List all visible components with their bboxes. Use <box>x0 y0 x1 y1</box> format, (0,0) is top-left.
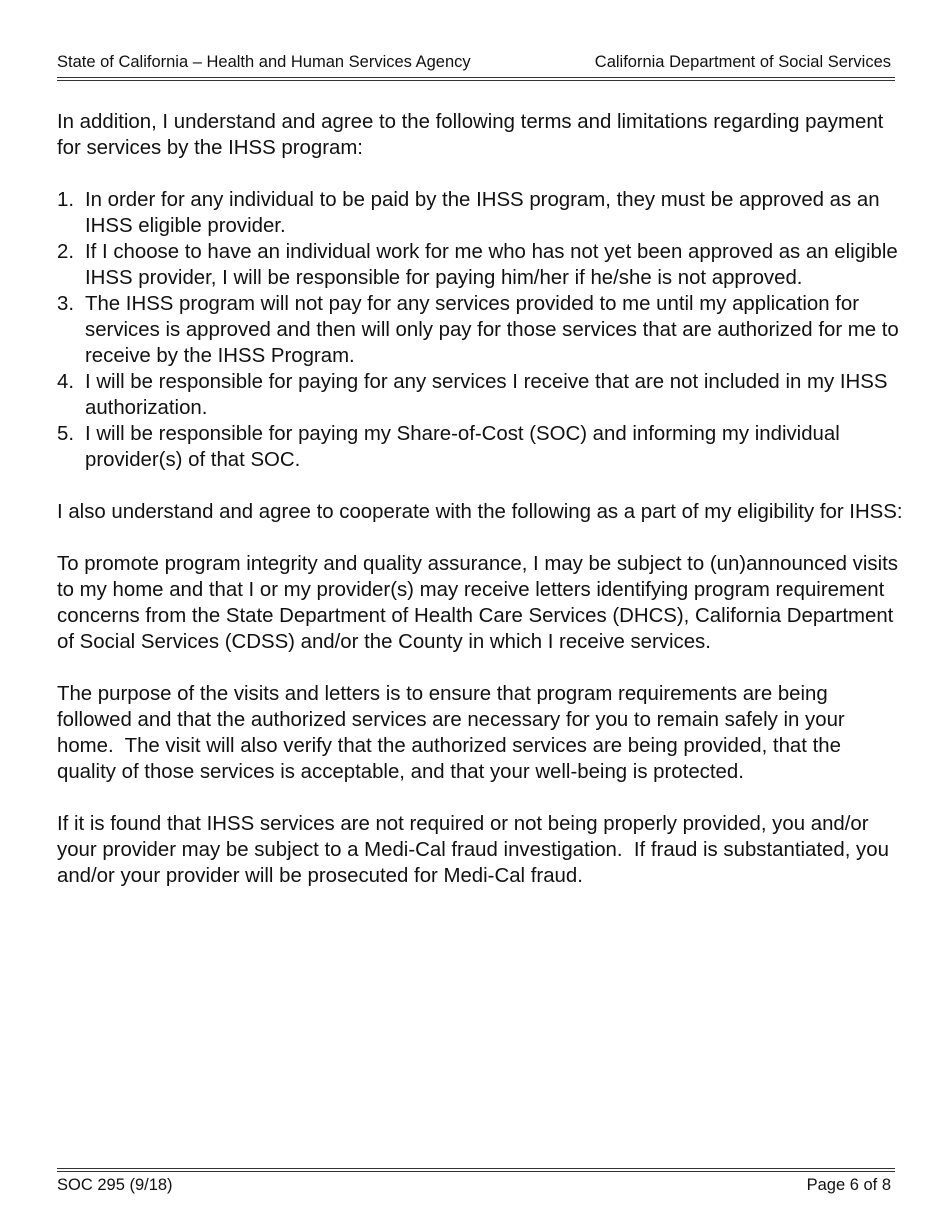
list-item-number: 3. <box>57 293 75 315</box>
cooperate-paragraph: I also understand and agree to cooperate with the following as a part of my eligibility for IHSS: <box>57 501 903 523</box>
header-department: California Department of Social Services <box>594 53 891 71</box>
list-item-text: In order for any individual to be paid by the IHSS program, they must be approved as an IHSS eligible provider. <box>85 189 880 237</box>
list-item <box>57 187 905 239</box>
purpose-paragraph: The purpose of the visits and letters is to ensure that program requirements are being followed and that the authorized services are necessary for you to remain safely in your home. The visit will also verify that the authorized services are being provided, that the quality of those services is acceptable, and that your well-being is protected. <box>57 683 851 783</box>
document-body <box>57 109 905 889</box>
list-item-number: 1. <box>57 189 75 211</box>
list-item-text: I will be responsible for paying my Share-of-Cost (SOC) and informing my individual provider(s) of that SOC. <box>85 423 840 471</box>
intro-paragraph: In addition, I understand and agree to the following terms and limitations regarding payment for services by the IHSS program: <box>57 111 884 159</box>
list-item-number: 5. <box>57 423 75 445</box>
list-item <box>57 421 905 473</box>
header-agency: State of California – Health and Human Services Agency <box>57 53 471 71</box>
page-header <box>57 51 893 73</box>
list-item-number: 2. <box>57 241 75 263</box>
form-number: SOC 295 (9/18) <box>57 1176 173 1194</box>
list-item-text: I will be responsible for paying for any services I receive that are not included in my IHSS authorization. <box>85 371 888 419</box>
fraud-paragraph: If it is found that IHSS services are not required or not being properly provided, you and/or your provider may be subject to a Medi-Cal fraud investigation. If fraud is substantiated, you and/or your provider will be prosecuted for Medi-Cal fraud. <box>57 813 895 887</box>
page-footer <box>57 1174 893 1196</box>
page-number: Page 6 of 8 <box>806 1176 891 1194</box>
list-item-number: 4. <box>57 371 75 393</box>
footer-divider <box>57 1168 895 1172</box>
header-divider <box>57 77 895 81</box>
list-item <box>57 291 905 369</box>
list-item-text: The IHSS program will not pay for any services provided to me until my application for services is approved and then will only pay for those services that are authorized for me to receive by the IHSS Program. <box>85 293 899 367</box>
list-item <box>57 369 905 421</box>
terms-list <box>57 187 905 473</box>
list-item <box>57 239 905 291</box>
list-item-text: If I choose to have an individual work for me who has not yet been approved as an eligible IHSS provider, I will be responsible for paying him/her if he/she is not approved. <box>85 241 898 289</box>
integrity-paragraph: To promote program integrity and quality assurance, I may be subject to (un)announced visits to my home and that I or my provider(s) may receive letters identifying program requirement concerns from the State Department of Health Care Services (DHCS), California Department of Social Services (CDSS) and/or the County in which I receive services. <box>57 553 898 653</box>
